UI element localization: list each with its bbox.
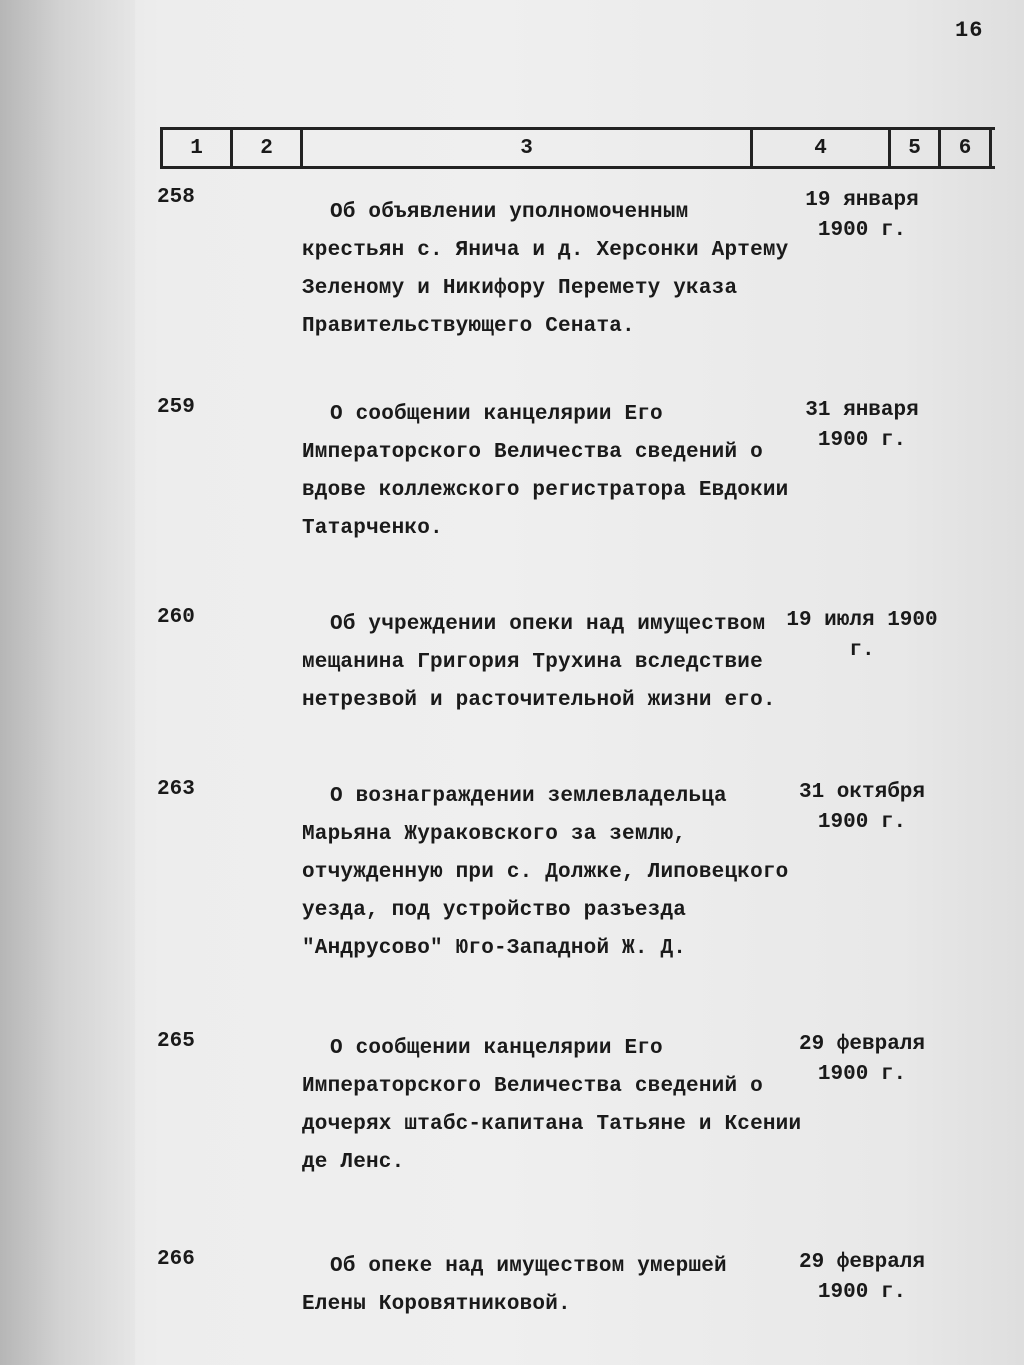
entry-number: 260 xyxy=(157,606,195,629)
entry-number: 263 xyxy=(157,778,195,801)
page-number: 16 xyxy=(955,18,984,43)
entry-description: О сообщении канцелярии Его Императорского Величества сведений о дочерях штабс-капитана Татьяне и Ксении де Ленс. xyxy=(302,1037,802,1174)
entry-description: Об опеке над имуществом умершей Елены Коровятниковой. xyxy=(302,1255,727,1316)
column-header-6: 6 xyxy=(938,130,992,166)
column-header-4: 4 xyxy=(750,130,888,166)
entry-description: Об объявлении уполномоченным крестьян с. Янича и д. Херсонки Артему Зеленому и Никифору Перемету указа Правительствующего Сената. xyxy=(302,201,789,338)
entry-date: 19 июля 1900 г. xyxy=(786,609,938,662)
column-header-row xyxy=(160,127,995,169)
binding-shadow xyxy=(0,0,135,1365)
entry-number: 265 xyxy=(157,1030,195,1053)
column-header-2: 2 xyxy=(230,130,300,166)
entry-description: О вознаграждении землевладельца Марьяна Жураковского за землю, отчужденную при с. Должке, Липовецкого уезда, под устройство разъезда "Андрусово" Юго-Западной Ж. Д. xyxy=(302,785,789,960)
entry-date: 29 февраля 1900 г. xyxy=(798,1251,926,1304)
entry-number: 258 xyxy=(157,186,195,209)
entry-number: 259 xyxy=(157,396,195,419)
entry-date: 19 января 1900 г. xyxy=(805,189,919,242)
entry-description: Об учреждении опеки над имуществом мещанина Григория Трухина вследствие нетрезвой и расточительной жизни его. xyxy=(302,613,776,712)
entry-date: 29 февраля 1900 г. xyxy=(798,1033,926,1086)
entry-number: 266 xyxy=(157,1248,195,1271)
column-header-3: 3 xyxy=(300,130,750,166)
column-header-5: 5 xyxy=(888,130,938,166)
column-header-1: 1 xyxy=(160,130,230,166)
entry-date: 31 октября 1900 г. xyxy=(798,781,926,834)
entry-description: О сообщении канцелярии Его Императорского Величества сведений о вдове коллежского регистратора Евдокии Татарченко. xyxy=(302,403,789,540)
entry-date: 31 января 1900 г. xyxy=(805,399,919,452)
